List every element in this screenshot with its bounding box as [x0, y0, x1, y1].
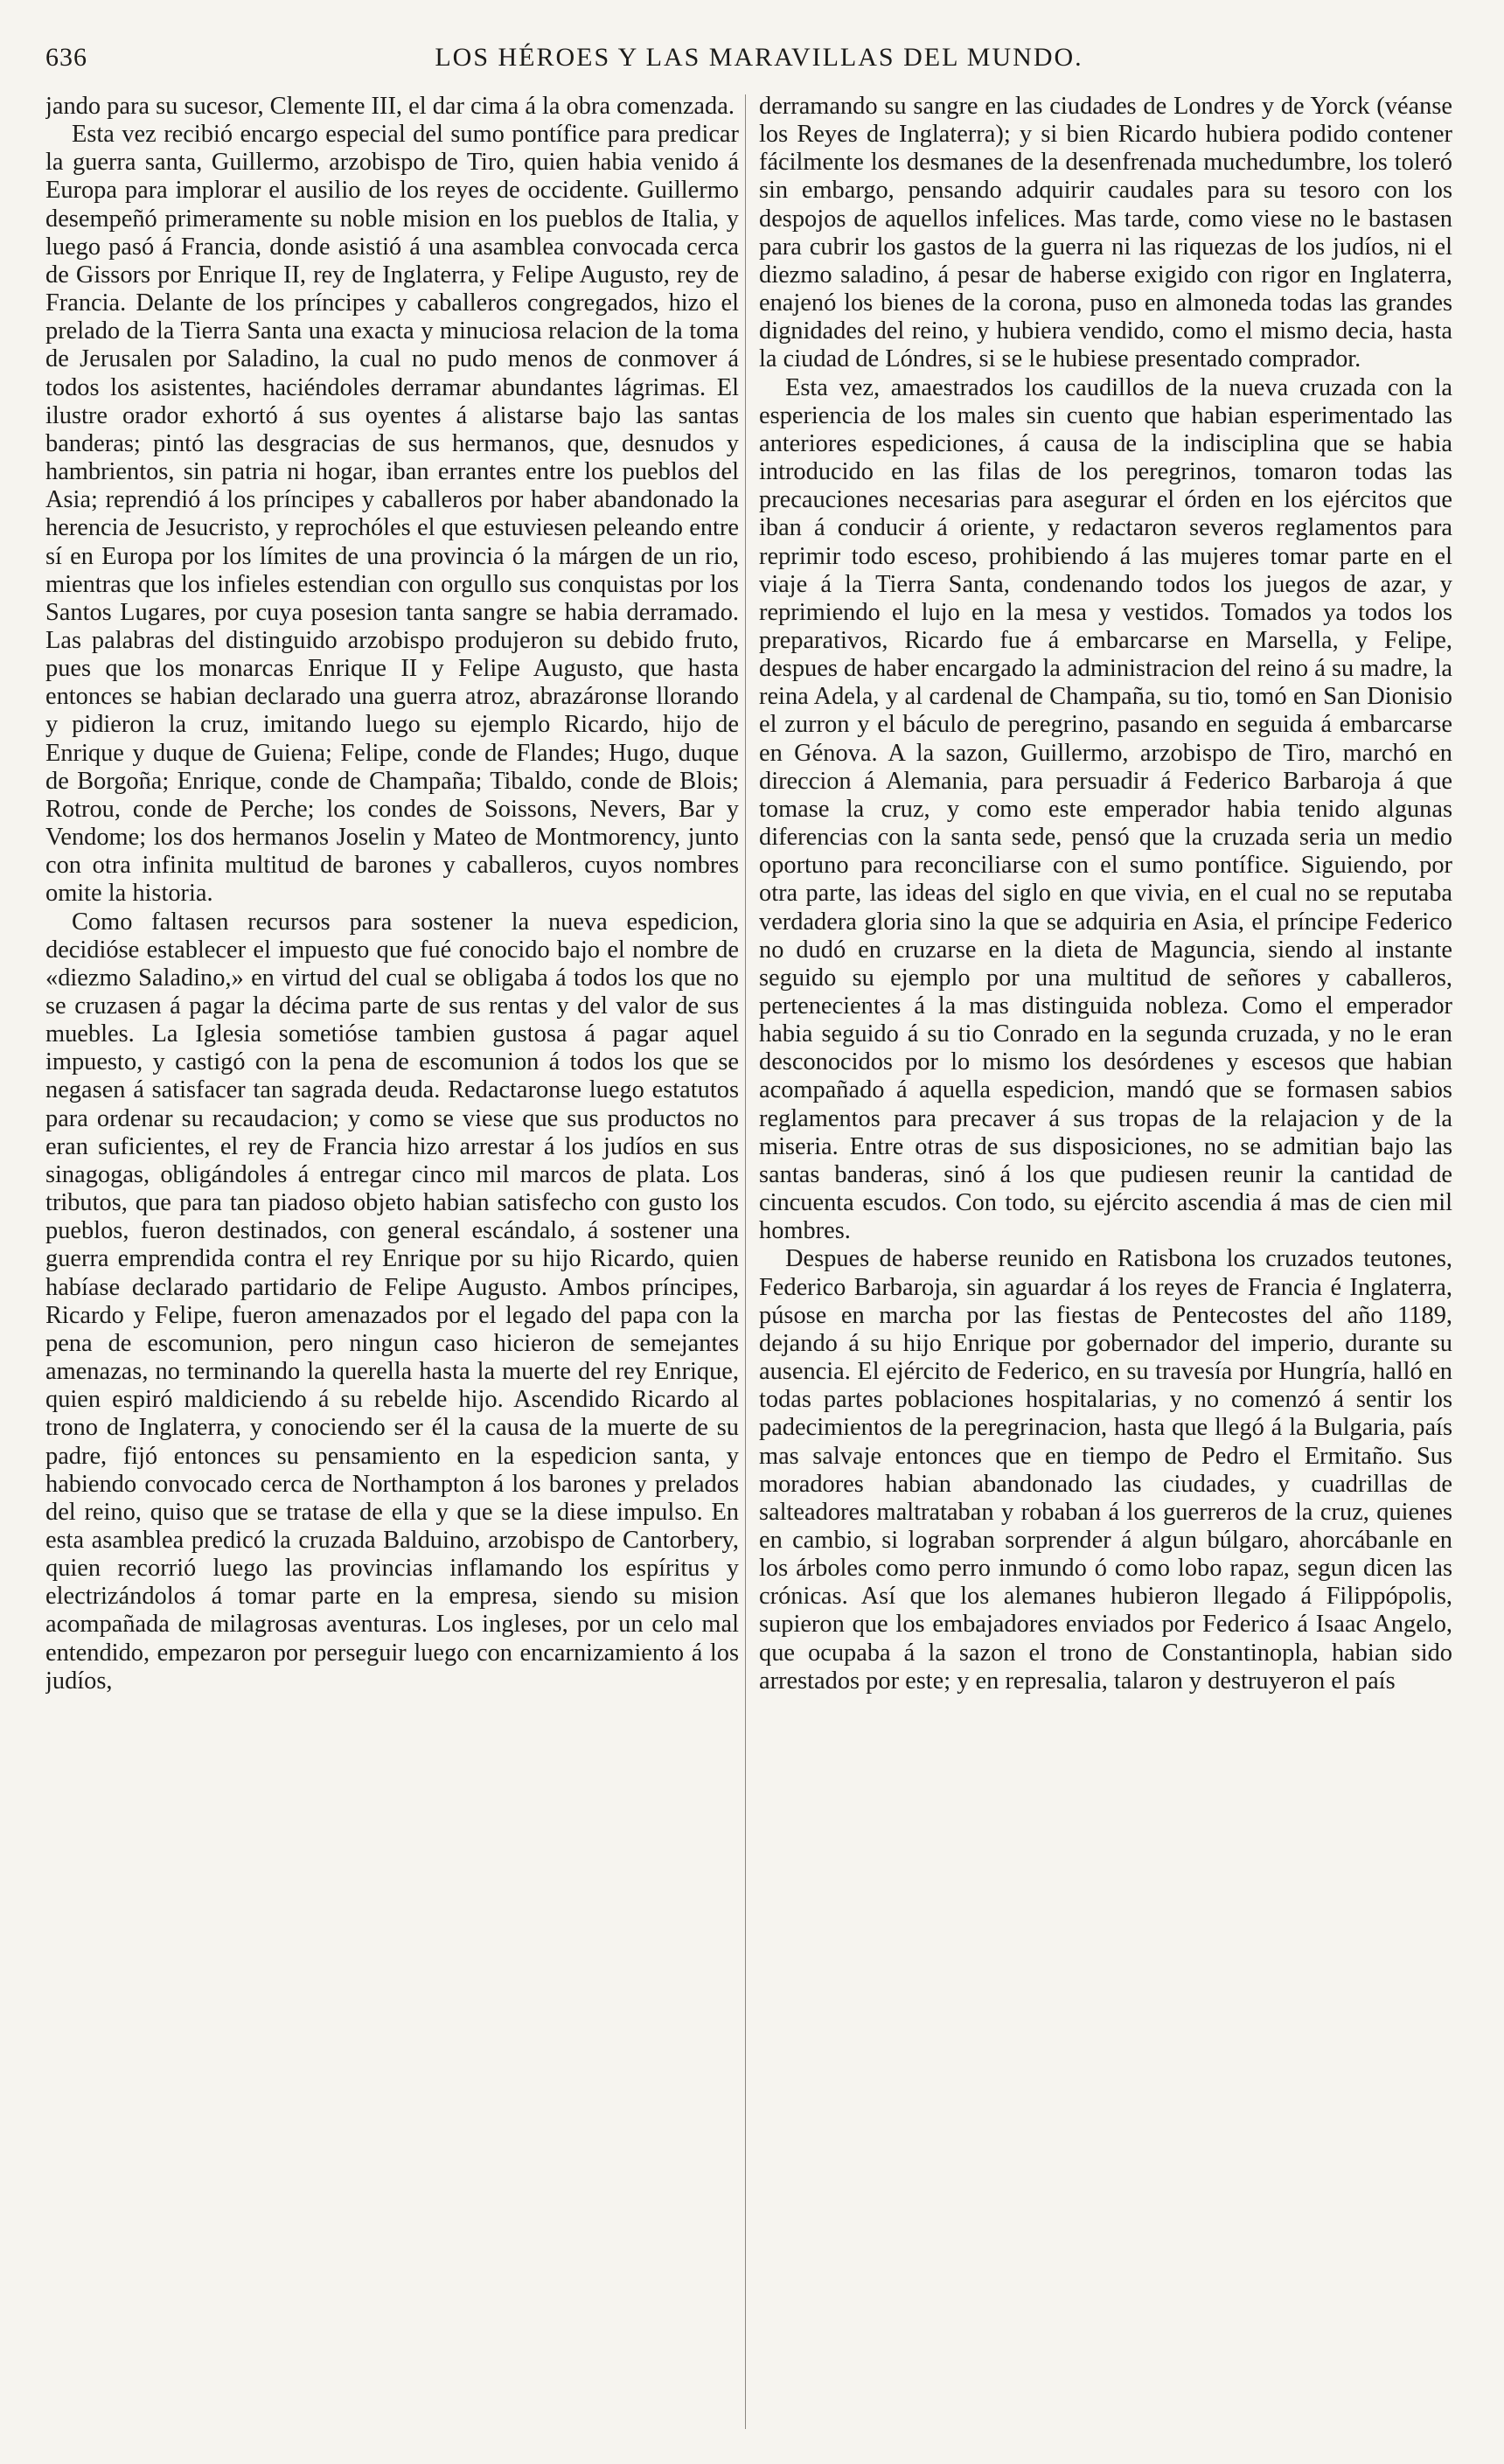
- right-column: [759, 93, 1452, 2445]
- paragraph: Como faltasen recursos para sostener la nueva espedicion, decidióse establecer el impuesto que fué conocido bajo el nombre de «diezmo Saladino,» en virtud del cual se obligaba á todos los que no se cruzasen á pagar la décima parte de sus rentas y del valor de sus muebles. La Iglesia sometióse tambien gustosa á pagar aquel impuesto, y castigó con la pena de escomunion á todos los que se negasen á satisfacer tan sagrada deuda. Redactaronse luego estatutos para ordenar su recaudacion; y como se viese que sus productos no eran suficientes, el rey de Francia hizo arrestar á los judíos en sus sinagogas, obligándoles á entregar cinco mil marcos de plata. Los tributos, que para tan piadoso objeto habian satisfecho con gusto los pueblos, fueron destinados, con general escándalo, á sostener una guerra emprendida contra el rey Enrique por su hijo Ricardo, quien habíase declarado partidario de Felipe Augusto. Ambos príncipes, Ricardo y Felipe, fueron amenazados por el legado del papa con la pena de escomunion, pero ningun caso hicieron de semejantes amenazas, no terminando la querella hasta la muerte del rey Enrique, quien espiró maldiciendo á su rebelde hijo. Ascendido Ricardo al trono de Inglaterra, y conociendo ser él la causa de la muerte de su padre, fijó entonces su pensamiento en la espedicion santa, y habiendo convocado cerca de Northampton á los barones y prelados del reino, quiso que se tratase de ella y que se la diese impulso. En esta asamblea predicó la cruzada Balduino, arzobispo de Cantorbery, quien recorrió luego las provincias inflamando los espíritus y electrizándolos á tomar parte en la empresa, siendo su mision acompañada de milagrosas aventuras. Los ingleses, por un celo mal entendido, empezaron por perseguir luego con encarnizamiento á los judíos,: [45, 908, 739, 1695]
- page-number: 636: [45, 43, 87, 72]
- paragraph: Esta vez recibió encargo especial del sumo pontífice para predicar la guerra santa, Guillermo, arzobispo de Tiro, quien habia venido á Europa para implorar el ausilio de los reyes de occidente. Guillermo desempeñó primeramente su noble mision en los pueblos de Italia, y luego pasó á Francia, donde asistió á una asamblea convocada cerca de Gissors por Enrique II, rey de Inglaterra, y Felipe Augusto, rey de Francia. Delante de los príncipes y caballeros congregados, hizo el prelado de la Tierra Santa una exacta y minuciosa relacion de la toma de Jerusalen por Saladino, la cual no pudo menos de conmover á todos los asistentes, haciéndoles derramar abundantes lágrimas. El ilustre orador exhortó á sus oyentes á alistarse bajo las santas banderas; pintó las desgracias de sus hermanos, que, desnudos y hambrientos, sin patria ni hogar, iban errantes entre los pueblos del Asia; reprendió á los príncipes y caballeros por haber abandonado la herencia de Jesucristo, y reprochóles el que estuviesen peleando entre sí en Europa por los límites de una provincia ó la márgen de un rio, mientras que los infieles estendian con orgullo sus conquistas por los Santos Lugares, por cuya posesion tanta sangre se habia derramado. Las palabras del distinguido arzobispo produjeron su debido fruto, pues que los monarcas Enrique II y Felipe Augusto, que hasta entonces se habian declarado una guerra atroz, abrazáronse llorando y pidieron la cruz, imitando luego su ejemplo Ricardo, hijo de Enrique y duque de Guiena; Felipe, conde de Flandes; Hugo, duque de Borgoña; Enrique, conde de Champaña; Tibaldo, conde de Blois; Rotrou, conde de Perche; los condes de Soissons, Nevers, Bar y Vendome; los dos hermanos Joselin y Mateo de Montmorency, junto con otra infinita multitud de barones y caballeros, cuyos nombres omite la historia.: [45, 121, 739, 908]
- column-divider: [745, 94, 746, 2429]
- paragraph: derramando su sangre en las ciudades de Londres y de Yorck (véanse los Reyes de Inglaterra); y si bien Ricardo hubiera podido contener fácilmente los desmanes de la desenfrenada muchedumbre, los toleró sin embargo, pensando adquirir caudales para su tesoro con los despojos de aquellos infelices. Mas tarde, como viese no le bastasen para cubrir los gastos de la guerra ni las riquezas de los judíos, ni el diezmo saladino, á pesar de haberse exigido con rigor en Inglaterra, enajenó los bienes de la corona, puso en almoneda todas las grandes dignidades del reino, y hubiera vendido, como el mismo decia, hasta la ciudad de Lóndres, si se le hubiese presentado comprador.: [759, 93, 1452, 373]
- paragraph: Despues de haberse reunido en Ratisbona los cruzados teutones, Federico Barbaroja, sin aguardar á los reyes de Francia é Inglaterra, púsose en marcha por las fiestas de Pentecostes del año 1189, dejando á su hijo Enrique por gobernador del imperio, durante su ausencia. El ejército de Federico, en su travesía por Hungría, halló en todas partes poblaciones hospitalarias, y no comenzó á sentir los padecimientos de la peregrinacion, hasta que llegó á la Bulgaria, país mas salvaje entonces que en tiempo de Pedro el Ermitaño. Sus moradores habian abandonado las ciudades, y cuadrillas de salteadores maltrataban y robaban á los guerreros de la cruz, quienes en cambio, si lograban sorprender á algun búlgaro, ahorcábanle en los árboles como perro inmundo ó como lobo rapaz, segun dicen las crónicas. Así que los alemanes hubieron llegado á Filippópolis, supieron que los embajadores enviados por Federico á Isaac Angelo, que ocupaba á la sazon el trono de Constantinopla, habian sido arrestados por este; y en represalia, talaron y destruyeron el país: [759, 1245, 1452, 1695]
- paragraph: jando para su sucesor, Clemente III, el dar cima á la obra comenzada.: [45, 93, 735, 120]
- paragraph: Esta vez, amaestrados los caudillos de la nueva cruzada con la esperiencia de los males sin cuento que habian esperimentado las anteriores espediciones, á causa de la indisciplina que se habia introducido en las filas de los peregrinos, tomaron todas las precauciones necesarias para asegurar el órden en los ejércitos que iban á conducir á oriente, y redactaron severos reglamentos para reprimir todo esceso, prohibiendo á las mujeres tomar parte en el viaje á la Tierra Santa, condenando todos los juegos de azar, y reprimiendo el lujo en la mesa y vestidos. Tomados ya todos los preparativos, Ricardo fue á embarcarse en Marsella, y Felipe, despues de haber encargado la administracion del reino á su madre, la reina Adela, y al cardenal de Champaña, su tio, tomó en San Dionisio el zurron y el báculo de peregrino, pasando en seguida á embarcarse en Génova. A la sazon, Guillermo, arzobispo de Tiro, marchó en direccion á Alemania, para persuadir á Federico Barbaroja á que tomase la cruz, y como este emperador habia tenido algunas diferencias con la santa sede, pensó que la cruzada seria un medio oportuno para reconciliarse con el sumo pontífice. Siguiendo, por otra parte, las ideas del siglo en que vivia, en el cual no se reputaba verdadera gloria sino la que se adquiria en Asia, el príncipe Federico no dudó en cruzarse en la dieta de Maguncia, siendo al instante seguido su ejemplo por una multitud de señores y caballeros, pertenecientes á la mas distinguida nobleza. Como el emperador habia seguido á su tio Conrado en la segunda cruzada, y no le eran desconocidos por lo mismo los desórdenes y escesos que habian acompañado á aquella espedicion, mandó que se formasen sabios reglamentos para precaver á sus tropas de la relajacion y de la miseria. Entre otras de sus disposiciones, no se admitian bajo las santas banderas, sinó á los que pudiesen reunir la cantidad de cincuenta escudos. Con todo, su ejército ascendia á mas de cien mil hombres.: [759, 373, 1452, 1245]
- running-title: LOS HÉROES Y LAS MARAVILLAS DEL MUNDO.: [435, 43, 1083, 72]
- left-column: [45, 93, 739, 2445]
- page-header: [45, 33, 1473, 82]
